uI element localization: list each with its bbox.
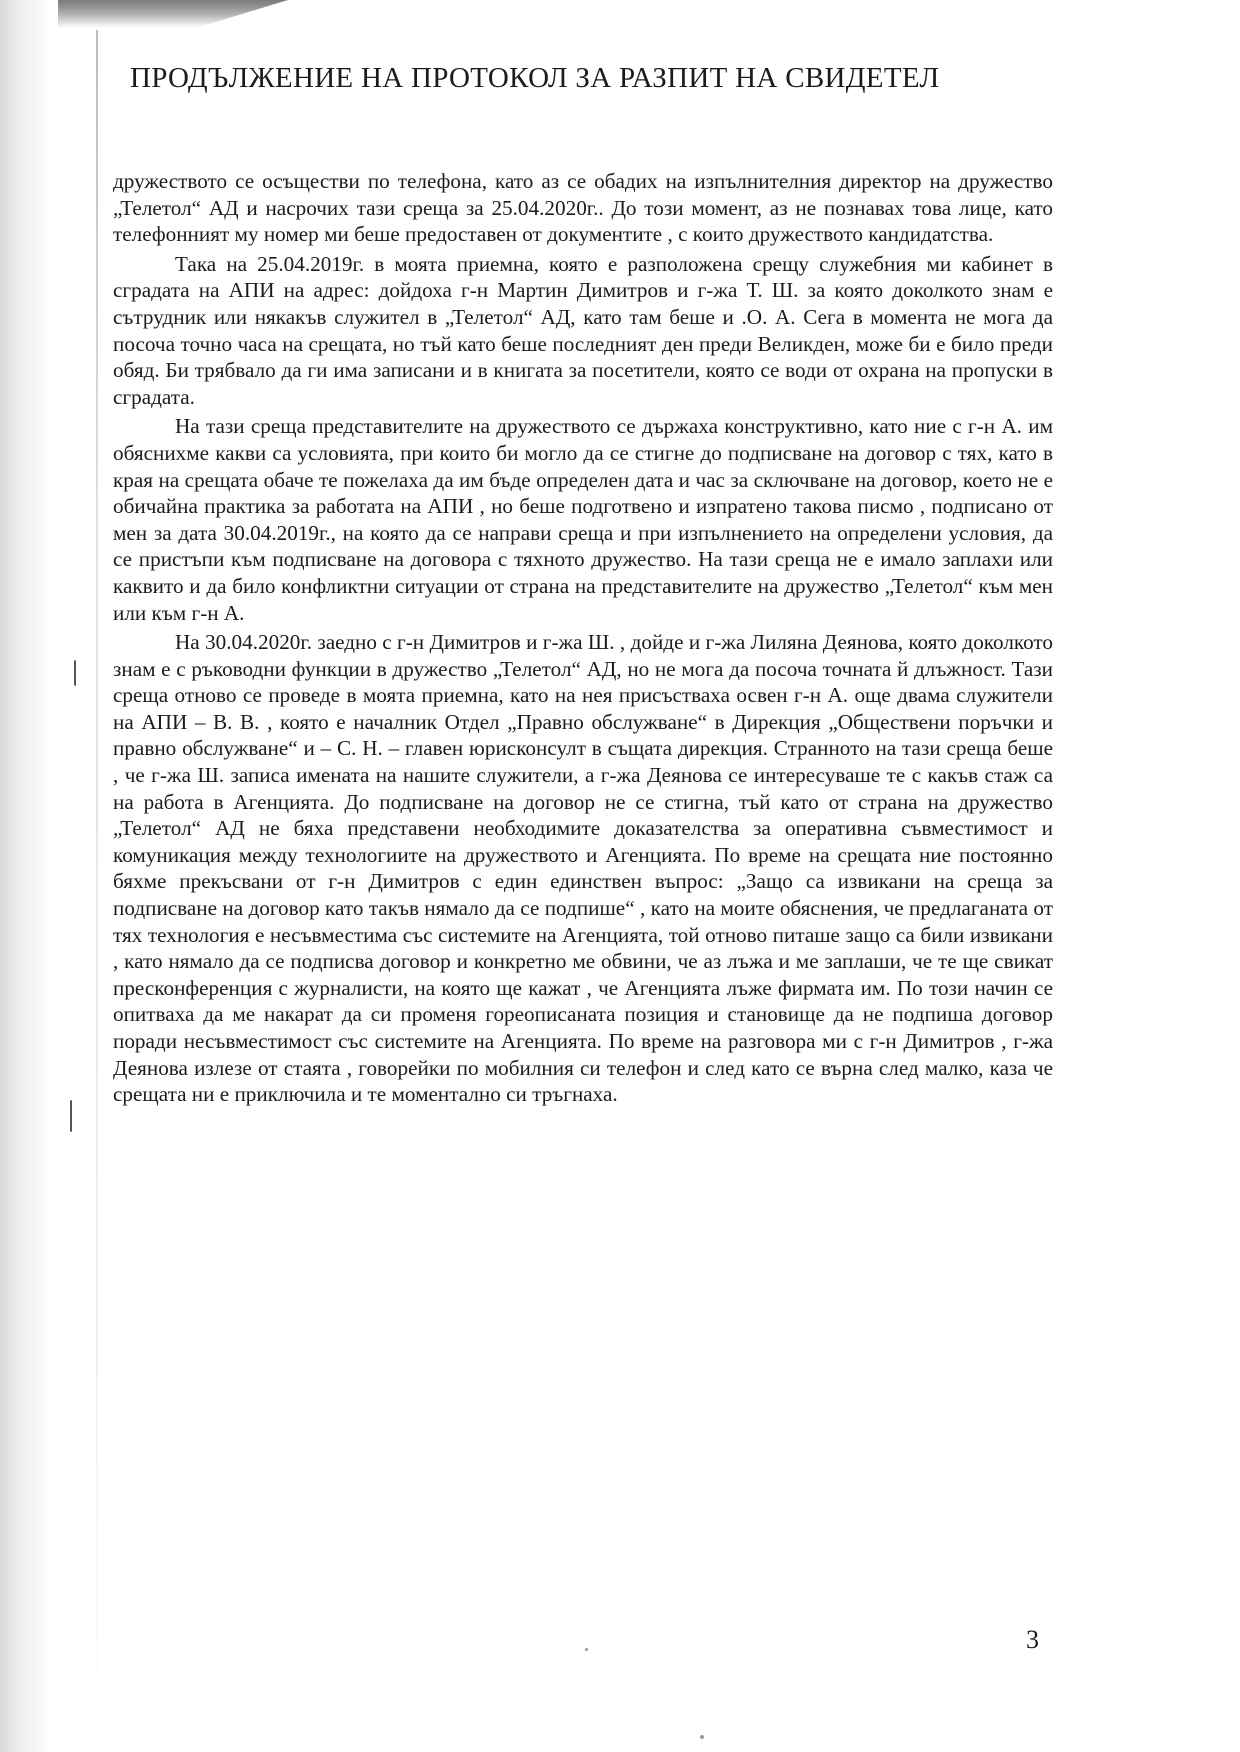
document-body	[113, 168, 1053, 1111]
scan-speck	[585, 1648, 588, 1651]
paragraph-continuation: дружеството се осъществи по телефона, като аз се обадих на изпълнителния директор на дружество „Телетол“ АД и насрочих тази среща за 25.04.2020г.. До този момент, аз не познавах това лице, като телефонният му номер ми беше предоставен от документите , с които дружеството кандидатства.	[113, 169, 1053, 247]
paragraph-second-meeting: На 30.04.2020г. заедно с г-н Димитров и г-жа Ш. , дойде и г-жа Лиляна Деянова, която доколкото знам е с ръководни функции в дружество „Телетол“ АД, но не мога да посоча точната й длъжност. Тази среща отново се проведе в моята приемна, като на нея присъстваха освен г-н А. още двама служители на АПИ – В. В. , която е началник Отдел „Правно обслужване“ в Дирекция „Обществени поръчки и правно обслужване“ и – С. Н. – главен юрисконсулт в същата дирекция. Странното на тази среща беше , че г-жа Ш. записа имената на нашите служители, а г-жа Деянова се интересуваше те с какъв стаж са на работа в Агенцията. До подписване на договор не се стигна, тъй като от страна на дружество „Телетол“ АД не бяха представени необходимите доказателства за оперативна съвместимост и комуникация между технологиите на дружеството и Агенцията. По време на срещата ние постоянно бяхме прекъсвани от г-н Димитров с един единствен въпрос: „Защо са извикани на среща за подписване на договор като такъв нямало да се подпише“ , като на моите обяснения, че предлаганата от тях технология е несъвместима със системите на Агенцията, той отново питаше защо са били извикани , като нямало да се подписва договор и конкретно ме обвини, че аз лъжа и ме заплаши, че те ще свикат пресконференция с журналисти, на която ще кажат , че Агенцията лъже фирмата им. По този начин се опитваха да ме накарат да си променя гореописаната позиция и становище да не подпиша договор поради несъвместимост със системите на Агенцията. По време на разговора ми с г-н Димитров , г-жа Деянова излезе от стаята , говорейки по мобилния си телефон и след като се върна след малко, каза че срещата ни е приключила и те моментално си тръгнаха.	[113, 630, 1053, 1107]
margin-bracket-mark	[74, 660, 80, 686]
scan-speck	[700, 1735, 704, 1739]
paragraph-meeting-details: На тази среща представителите на дружеството се държаха конструктивно, като ние с г-н А. им обяснихме какви са условията, при които би могло да се стигне до подписване на договор с тях, като в края на срещата обаче те пожелаха да им бъде определен дата и час за сключване на договор, което не е обичайна практика за работата на АПИ , но беше подготвено и изпратено такова писмо , подписано от мен за дата 30.04.2019г., на която да се направи среща и при изпълнението на определени условия, да се пристъпи към подписване на договора с тяхното дружество. На тази среща не е имало заплахи или каквито и да било конфликтни ситуации от страна на представителите на дружество „Телетол“ към мен или към г-н А.	[113, 414, 1053, 625]
scan-edge-shadow	[0, 0, 52, 1752]
scan-corner-shadow	[58, 0, 288, 28]
document-title: ПРОДЪЛЖЕНИЕ НА ПРОТОКОЛ ЗА РАЗПИТ НА СВИДЕТЕЛ	[130, 62, 940, 94]
page-number: 3	[1026, 1625, 1039, 1654]
paragraph-first-meeting: Така на 25.04.2019г. в моята приемна, която е разположена срещу служебния ми кабинет в сградата на АПИ на адрес: дойдоха г-н Мартин Димитров и г-жа Т. Ш. за която доколкото знам е сътрудник или някакъв служител в „Телетол“ АД, като там беше и .О. А. Сега в момента не мога да посоча точно часа на срещата, но тъй като беше последният ден преди Великден, може би е било преди обяд. Би трябвало да ги има записани и в книгата за посетители, която се води от охрана на пропуски в сградата.	[113, 251, 1053, 409]
margin-bracket-mark	[70, 1100, 76, 1132]
scan-fold-line	[96, 30, 98, 1730]
